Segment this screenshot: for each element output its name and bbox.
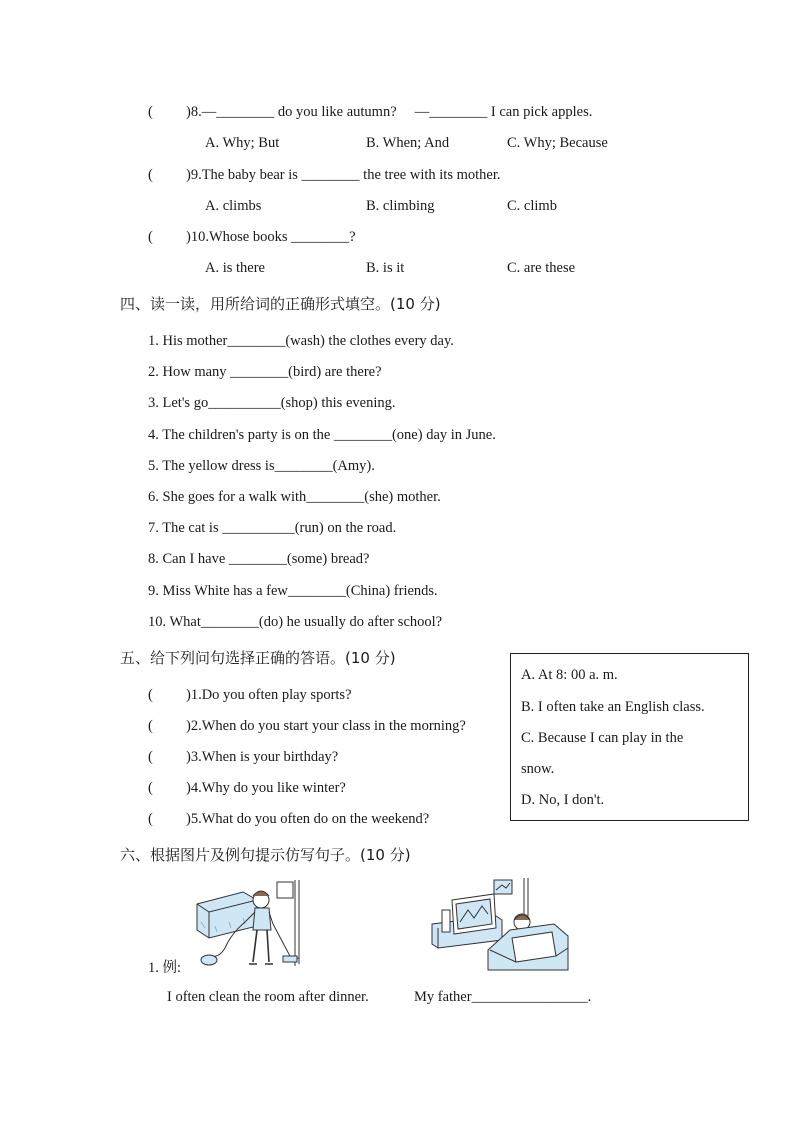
section-4-item[interactable]: 8. Can I have ________(some) bread? [148,551,370,567]
question-10-bracket[interactable]: ( [148,229,153,245]
question-10-option-a[interactable]: A. is there [205,260,265,276]
section-5-question: )4.Why do you like winter? [186,780,346,796]
section-5-bracket[interactable]: ( [148,749,153,765]
section-4-item[interactable]: 10. What________(do) he usually do after school? [148,614,443,630]
section-4-title: 四、读一读，用所给词的正确形式填空。(10 分) [120,295,441,313]
question-10-stem: )10.Whose books ________? [186,229,356,245]
section-5-bracket[interactable]: ( [148,811,153,827]
answer-option: D. No, I don't. [521,792,605,808]
section-6-example-label: 1. 例: [148,960,182,976]
question-9-stem: )9.The baby bear is ________ the tree with its mother. [186,167,501,183]
section-4-item[interactable]: 5. The yellow dress is________(Amy). [148,458,375,474]
section-4-item[interactable]: 2. How many ________(bird) are there? [148,364,382,380]
answer-options-box [510,653,749,821]
section-6-answer-blank[interactable]: My father________________. [414,989,592,1005]
section-4-item[interactable]: 4. The children's party is on the ________(one) day in June. [148,427,496,443]
answer-option: C. Because I can play in the [521,730,684,746]
section-6-example-sentence: I often clean the room after dinner. [167,989,369,1005]
section-5-question: )3.When is your birthday? [186,749,339,765]
section-5-bracket[interactable]: ( [148,780,153,796]
boy-vacuuming-picture [195,878,307,970]
question-9-option-a[interactable]: A. climbs [205,198,262,214]
section-5-question: )1.Do you often play sports? [186,687,352,703]
question-9-option-c[interactable]: C. climb [507,198,557,214]
question-9-option-b[interactable]: B. climbing [366,198,435,214]
question-8-option-a[interactable]: A. Why; But [205,135,280,151]
answer-option: B. I often take an English class. [521,699,705,715]
section-5-title: 五、给下列问句选择正确的答语。(10 分) [120,649,396,667]
answer-option: A. At 8: 00 a. m. [521,667,618,683]
question-10-option-b[interactable]: B. is it [366,260,405,276]
question-10-option-c[interactable]: C. are these [507,260,576,276]
section-5-bracket[interactable]: ( [148,687,153,703]
section-5-bracket[interactable]: ( [148,718,153,734]
section-6-title: 六、根据图片及例句提示仿写句子。(10 分) [120,846,411,864]
section-5-question: )5.What do you often do on the weekend? [186,811,430,827]
question-8-option-b[interactable]: B. When; And [366,135,450,151]
question-9-bracket[interactable]: ( [148,167,153,183]
section-4-item[interactable]: 6. She goes for a walk with________(she) mother. [148,489,441,505]
section-4-item[interactable]: 9. Miss White has a few________(China) friends. [148,583,438,599]
section-4-item[interactable]: 3. Let's go__________(shop) this evening. [148,395,396,411]
answer-option: snow. [521,761,555,777]
section-4-item[interactable]: 1. His mother________(wash) the clothes every day. [148,333,454,349]
man-watching-tv-picture [430,878,582,972]
question-8-option-c[interactable]: C. Why; Because [507,135,608,151]
question-8-stem: )8.—________ do you like autumn? —________ I can pick apples. [186,104,593,120]
section-4-item[interactable]: 7. The cat is __________(run) on the road. [148,520,397,536]
question-8-bracket[interactable]: ( [148,104,153,120]
section-5-question: )2.When do you start your class in the morning? [186,718,466,734]
